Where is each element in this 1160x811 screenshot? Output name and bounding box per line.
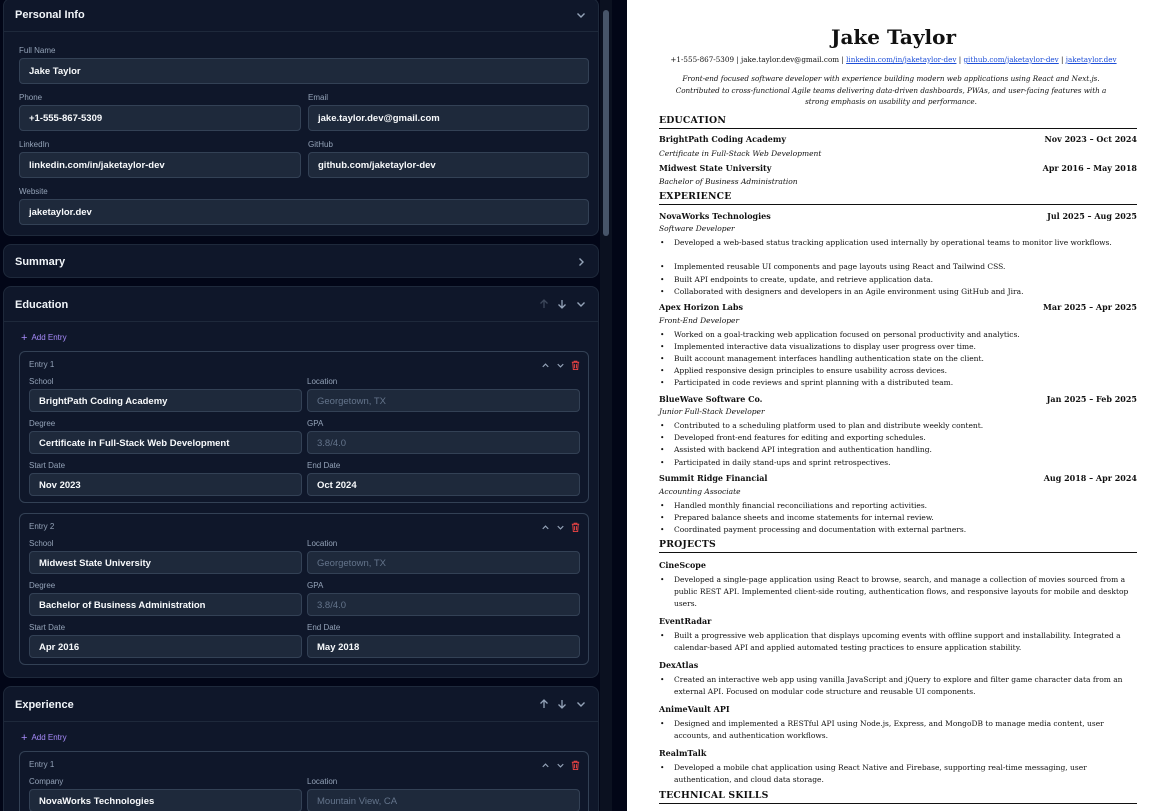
chevron-down-icon[interactable]	[555, 360, 566, 371]
resume-bullet: • Implemented reusable UI components and page layouts using React and Tailwind CSS.	[674, 261, 1134, 273]
company-input[interactable]: NovaWorks Technologies	[29, 789, 302, 811]
resume-education-row: BrightPath Coding Academy Nov 2023 – Oct 2024	[659, 134, 1137, 144]
chevron-down-icon[interactable]	[555, 760, 566, 771]
resume-projects-heading: PROJECTS	[659, 539, 1137, 553]
resume-job-row: BlueWave Software Co. Jan 2025 – Feb 2025	[659, 394, 1137, 404]
education-entry-1	[19, 351, 589, 503]
github-input[interactable]: github.com/jaketaylor-dev	[308, 152, 589, 178]
entry-title: Entry 1	[29, 360, 55, 369]
location-label: Location	[307, 377, 338, 386]
resume-bullet: • Created an interactive web app using vanilla JavaScript and jQuery to explore and filter game character data from an external API. Focused on modular code structure and reusable UI components.	[674, 674, 1134, 698]
chevron-up-icon[interactable]	[540, 360, 551, 371]
school-input[interactable]: BrightPath Coding Academy	[29, 389, 302, 412]
resume-contact-line: +1-555-867-5309 | jake.taylor.dev@gmail.com | linkedin.com/in/jaketaylor-dev | github.com/jaketaylor-dev | jaketaylor.dev	[670, 55, 1117, 64]
location-input[interactable]: Georgetown, TX	[307, 389, 580, 412]
plus-icon: +	[21, 732, 28, 744]
section-title: Education	[15, 299, 69, 311]
resume-education-row: Midwest State University Apr 2016 – May 2018	[659, 163, 1137, 173]
website-label: Website	[19, 187, 48, 196]
resume-bullet: • Contributed to a scheduling platform used to plan and distribute weekly content.	[674, 420, 1134, 432]
location-input[interactable]: Mountain View, CA	[307, 789, 580, 811]
section-title: Personal Info	[15, 9, 85, 21]
trash-icon[interactable]	[570, 759, 581, 771]
trash-icon[interactable]	[570, 521, 581, 533]
start-date-input[interactable]: Nov 2023	[29, 473, 302, 496]
resume-project-name: AnimeVault API	[659, 704, 730, 714]
start-date-input[interactable]: Apr 2016	[29, 635, 302, 658]
chevron-up-icon[interactable]	[540, 760, 551, 771]
resume-bullet: • Assisted with backend API integration and authentication handling.	[674, 444, 1134, 456]
resume-project-name: CineScope	[659, 560, 706, 570]
full-name-input[interactable]: Jake Taylor	[19, 58, 589, 84]
resume-phone: +1-555-867-5309	[670, 55, 735, 64]
arrow-down-icon[interactable]	[556, 698, 568, 710]
resume-job-role: Accounting Associate	[659, 487, 741, 496]
degree-input[interactable]: Certificate in Full-Stack Web Development	[29, 431, 302, 454]
resume-preview	[627, 0, 1160, 811]
resume-bullet: • Collaborated with designers and developers in an Agile environment using GitHub and Jira.	[674, 286, 1134, 298]
resume-skills-heading: TECHNICAL SKILLS	[659, 790, 1137, 804]
resume-summary: Front-end focused software developer with experience building modern web applications using React and Next.js. Contributed to cross-functional Agile teams delivering data-driven dashboards, PWAs, and user-facing features with a strong emphasis on usability and performance.	[675, 74, 1107, 106]
resume-website-link[interactable]: jaketaylor.dev	[1065, 55, 1117, 64]
full-name-label: Full Name	[19, 46, 56, 55]
phone-input[interactable]: +1-555-867-5309	[19, 105, 301, 131]
entry-title: Entry 2	[29, 522, 55, 531]
resume-bullet: • Built account management interfaces handling authentication state on the client.	[674, 353, 1134, 365]
chevron-down-icon[interactable]	[574, 697, 588, 711]
arrow-up-icon[interactable]	[538, 698, 550, 710]
resume-job-role: Junior Full-Stack Developer	[659, 407, 765, 416]
email-input[interactable]: jake.taylor.dev@gmail.com	[308, 105, 589, 131]
resume-job-row: NovaWorks Technologies Jul 2025 – Aug 2025	[659, 211, 1137, 221]
resume-name: Jake Taylor	[831, 25, 956, 49]
experience-entry-1	[19, 751, 589, 811]
resume-bullet: • Participated in code reviews and sprint planning with a distributed team.	[674, 377, 1134, 389]
arrow-down-icon[interactable]	[556, 298, 568, 310]
section-title: Summary	[15, 256, 66, 268]
end-date-label: End Date	[307, 623, 341, 632]
degree-label: Degree	[29, 581, 56, 590]
personal-info-section	[3, 0, 599, 236]
resume-project-name: RealmTalk	[659, 748, 707, 758]
chevron-up-icon[interactable]	[540, 522, 551, 533]
resume-bullet: • Implemented interactive data visualizations to display user progress over time.	[674, 341, 1134, 353]
end-date-input[interactable]: Oct 2024	[307, 473, 580, 496]
resume-project-name: EventRadar	[659, 616, 712, 626]
summary-section[interactable]	[3, 244, 599, 278]
resume-education-degree: Bachelor of Business Administration	[659, 177, 798, 186]
location-label: Location	[307, 539, 338, 548]
end-date-input[interactable]: May 2018	[307, 635, 580, 658]
resume-bullet: • Developed front-end features for editing and exporting schedules.	[674, 432, 1134, 444]
chevron-down-icon[interactable]	[574, 297, 588, 311]
resume-experience-heading: EXPERIENCE	[659, 191, 1137, 205]
entry-title: Entry 1	[29, 760, 55, 769]
gpa-label: GPA	[307, 419, 324, 428]
location-label: Location	[307, 777, 338, 786]
chevron-down-icon[interactable]	[555, 522, 566, 533]
degree-input[interactable]: Bachelor of Business Administration	[29, 593, 302, 616]
resume-bullet: • Applied responsive design principles to ensure usability across devices.	[674, 365, 1134, 377]
education-section	[3, 286, 599, 678]
plus-icon: +	[21, 332, 28, 344]
gpa-input[interactable]: 3.8/4.0	[307, 593, 580, 616]
resume-job-row: Summit Ridge Financial Aug 2018 – Apr 2024	[659, 473, 1137, 483]
resume-bullet: • Designed and implemented a RESTful API using Node.js, Express, and MongoDB to manage media content, user accounts, and authentication workflows.	[674, 718, 1134, 742]
resume-bullet: • Worked on a goal-tracking web application focused on personal productivity and analytics.	[674, 329, 1134, 341]
divider	[4, 721, 598, 722]
education-entry-2	[19, 513, 589, 665]
resume-job-role: Front-End Developer	[659, 316, 740, 325]
resume-education-heading: EDUCATION	[659, 115, 1137, 129]
degree-label: Degree	[29, 419, 56, 428]
trash-icon[interactable]	[570, 359, 581, 371]
chevron-right-icon[interactable]	[574, 255, 588, 269]
school-input[interactable]: Midwest State University	[29, 551, 302, 574]
github-label: GitHub	[308, 140, 333, 149]
resume-project-name: DexAtlas	[659, 660, 699, 670]
linkedin-input[interactable]: linkedin.com/in/jaketaylor-dev	[19, 152, 301, 178]
resume-bullet: • Developed a single-page application using React to browse, search, and manage a collection of movies sourced from a public REST API. Implemented client-side routing, authentication flows, and responsive layouts for mobile and desktop users.	[674, 574, 1134, 610]
education-header[interactable]	[4, 287, 598, 321]
school-label: School	[29, 377, 54, 386]
school-label: School	[29, 539, 54, 548]
divider	[4, 31, 598, 32]
website-input[interactable]: jaketaylor.dev	[19, 199, 589, 225]
start-date-label: Start Date	[29, 623, 66, 632]
end-date-label: End Date	[307, 461, 341, 470]
add-education-entry-button[interactable]: + Add Entry	[21, 332, 67, 344]
resume-bullet: • Participated in daily stand-ups and sprint retrospectives.	[674, 457, 1134, 469]
resume-education-degree: Certificate in Full-Stack Web Development	[659, 149, 822, 158]
chevron-down-icon[interactable]	[574, 8, 588, 22]
gpa-label: GPA	[307, 581, 324, 590]
resume-bullet: • Developed a web-based status tracking application used internally by operational teams to monitor live workflows.	[674, 237, 1134, 249]
summary-header[interactable]	[4, 245, 598, 277]
resume-email: jake.taylor.dev@gmail.com	[741, 55, 840, 64]
resume-job-role: Software Developer	[659, 224, 735, 233]
section-title: Experience	[15, 699, 74, 711]
resume-bullet: • Prepared balance sheets and income statements for internal review.	[674, 512, 1134, 524]
resume-bullet: • Coordinated payment processing and documentation with external partners.	[674, 524, 1134, 536]
phone-label: Phone	[19, 93, 43, 102]
resume-bullet: • Handled monthly financial reconciliations and reporting activities.	[674, 500, 1134, 512]
add-experience-entry-button[interactable]: + Add Entry	[21, 732, 67, 744]
company-label: Company	[29, 777, 64, 786]
resume-job-row: Apex Horizon Labs Mar 2025 – Apr 2025	[659, 302, 1137, 312]
arrow-up-icon[interactable]	[538, 298, 550, 310]
location-input[interactable]: Georgetown, TX	[307, 551, 580, 574]
resume-bullet: • Built a progressive web application that displays upcoming events with offline support and installability. Integrated a calendar-based API and applied automated testing practices to ensure application stability.	[674, 630, 1134, 654]
editor-scrollbar-thumb[interactable]	[603, 10, 609, 236]
start-date-label: Start Date	[29, 461, 66, 470]
experience-section	[3, 686, 599, 811]
resume-linkedin-link[interactable]: linkedin.com/in/jaketaylor-dev	[846, 55, 957, 64]
gpa-input[interactable]: 3.8/4.0	[307, 431, 580, 454]
experience-header[interactable]	[4, 687, 598, 721]
linkedin-label: LinkedIn	[19, 140, 50, 149]
divider	[4, 321, 598, 322]
resume-bullet: • Developed a mobile chat application using React Native and Firebase, supporting real-time messaging, user authentication, and cloud data storage.	[674, 762, 1134, 786]
email-label: Email	[308, 93, 329, 102]
resume-bullet: • Built API endpoints to create, update, and retrieve application data.	[674, 274, 1134, 286]
personal-info-header[interactable]	[4, 0, 598, 31]
resume-github-link[interactable]: github.com/jaketaylor-dev	[963, 55, 1059, 64]
